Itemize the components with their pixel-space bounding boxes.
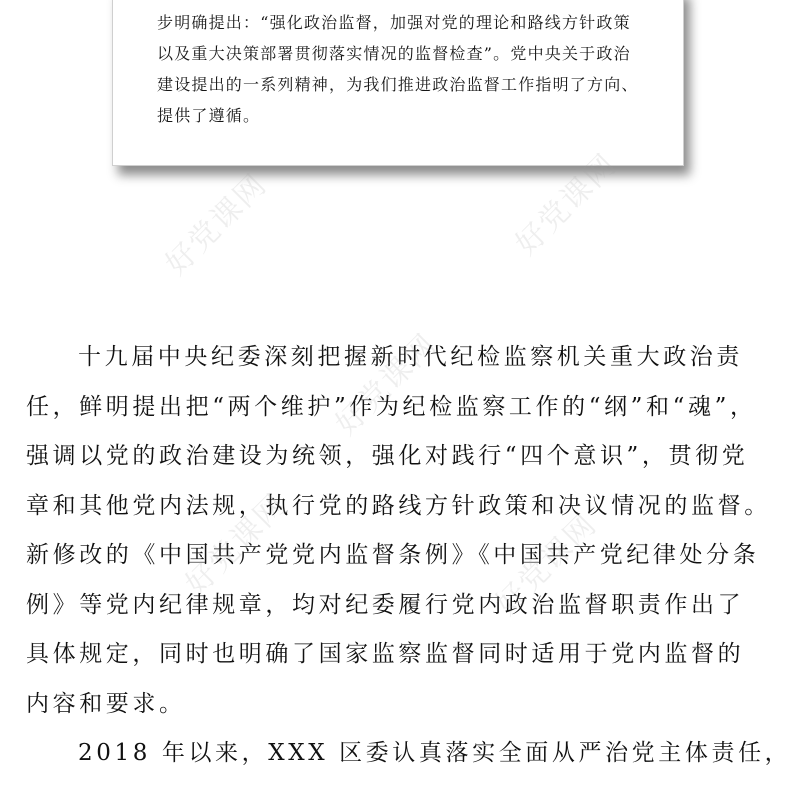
body-text <box>26 333 792 779</box>
paragraph-line: 2018 年以来，XXX 区委认真落实全面从严治党主体责任， <box>78 740 792 766</box>
paragraph-line: 具体规定，同时也明确了国家监察监督同时适用于党内监督的 <box>26 641 745 667</box>
quote-line: 提供了遵循。 <box>157 106 261 125</box>
watermark-text: 好党课网 <box>328 326 445 443</box>
quote-line: 建设提出的一系列精神，为我们推进政治监督工作指明了方向、 <box>157 75 639 94</box>
watermark-text: 好党课网 <box>508 146 625 263</box>
quote-box <box>112 0 684 166</box>
paragraph-line: 例》等党内纪律规章，均对纪委履行党内政治监督职责作出了 <box>26 591 745 618</box>
quote-line: 以及重大决策部署贯彻落实情况的监督检查”。党中央关于政治 <box>157 44 631 63</box>
watermark-text: 好党课网 <box>178 486 295 603</box>
paragraph-line: 强调以党的政治建设为统领，强化对践行“四个意识”，贯彻党 <box>26 443 749 469</box>
paragraph-line: 新修改的《中国共产党党内监督条例》《中国共产党纪律处分条 <box>26 542 760 568</box>
watermark-text: 好党课网 <box>488 506 605 623</box>
watermark-text: 好党课网 <box>158 166 275 283</box>
paragraph-line: 任，鲜明提出把“两个维护”作为纪检监察工作的“纲”和“魂”， <box>26 393 757 420</box>
paragraph-line: 十九届中央纪委深刻把握新时代纪检监察机关重大政治责 <box>78 344 743 370</box>
paragraph-line: 章和其他党内法规，执行党的路线方针政策和决议情况的监督。 <box>26 492 771 519</box>
quote-line: 步明确提出：“强化政治监督，加强对党的理论和路线方针政策 <box>157 13 631 32</box>
paragraph-line: 内容和要求。 <box>26 690 186 717</box>
